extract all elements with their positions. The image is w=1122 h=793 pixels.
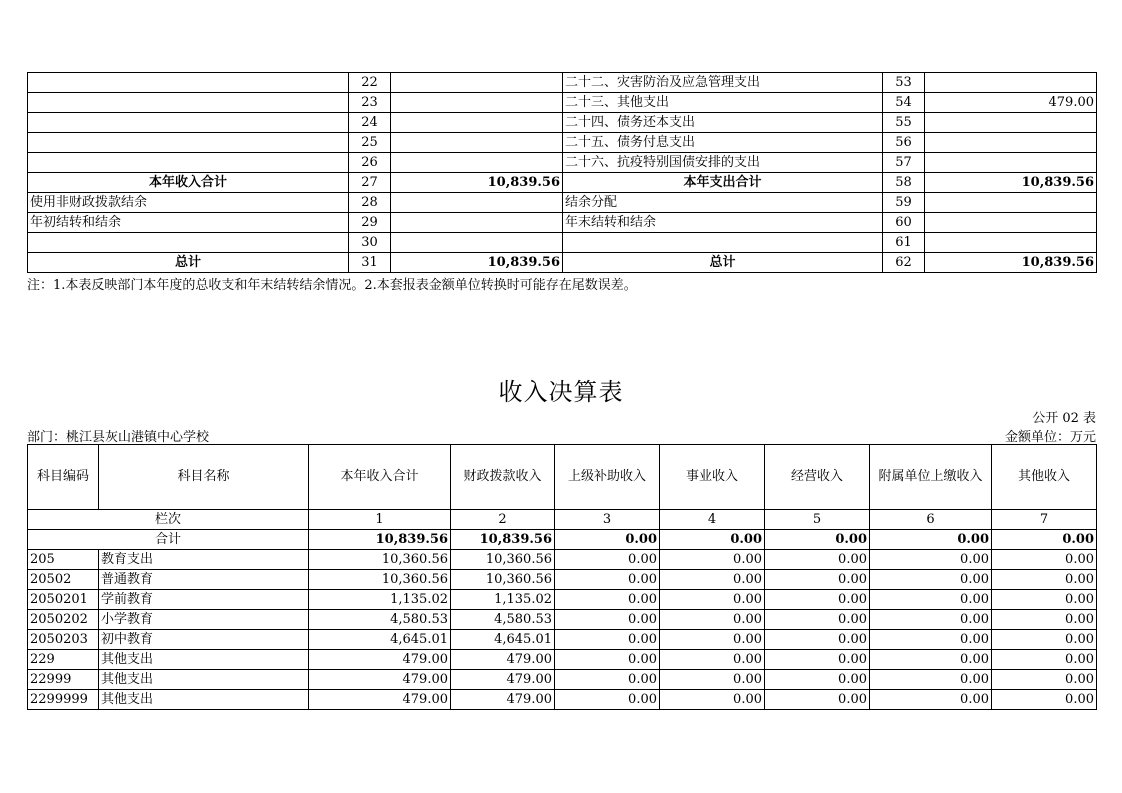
- amount-cell: 0.00: [870, 690, 992, 710]
- summary-row: [28, 253, 1097, 273]
- income-item-label: [28, 93, 349, 113]
- income-item-label: [28, 73, 349, 93]
- amount-cell: 0.00: [660, 690, 765, 710]
- income-amount: [391, 113, 563, 133]
- income-row-number: 30: [349, 233, 391, 253]
- expenditure-item-label: 年末结转和结余: [563, 213, 883, 233]
- column-number: 3: [555, 510, 660, 530]
- amount-cell: 10,360.56: [451, 570, 555, 590]
- income-item-label: 年初结转和结余: [28, 213, 349, 233]
- amount-cell: 0.00: [992, 690, 1097, 710]
- expenditure-item-label: [563, 233, 883, 253]
- summary-row: [28, 113, 1097, 133]
- amount-cell: 0.00: [555, 570, 660, 590]
- total-value: 0.00: [992, 530, 1097, 550]
- amount-cell: 0.00: [765, 550, 870, 570]
- subject-name: 其他支出: [99, 670, 309, 690]
- expenditure-row-number: 60: [883, 213, 925, 233]
- column-header: 经营收入: [765, 445, 870, 510]
- summary-row: [28, 213, 1097, 233]
- subject-name: 其他支出: [99, 690, 309, 710]
- amount-cell: 4,645.01: [309, 630, 451, 650]
- income-item-label: [28, 133, 349, 153]
- table-row: [28, 650, 1097, 670]
- subject-name: 初中教育: [99, 630, 309, 650]
- subject-code: 229: [28, 650, 99, 670]
- amount-cell: 479.00: [309, 670, 451, 690]
- expenditure-amount: [925, 153, 1097, 173]
- column-number: 7: [992, 510, 1097, 530]
- expenditure-row-number: 53: [883, 73, 925, 93]
- subject-name: 小学教育: [99, 610, 309, 630]
- amount-cell: 0.00: [765, 610, 870, 630]
- amount-cell: 0.00: [765, 650, 870, 670]
- amount-cell: 0.00: [992, 630, 1097, 650]
- amount-cell: 10,360.56: [451, 550, 555, 570]
- amount-cell: 0.00: [870, 630, 992, 650]
- column-header: 财政拨款收入: [451, 445, 555, 510]
- amount-cell: 0.00: [555, 630, 660, 650]
- income-amount: 10,839.56: [391, 253, 563, 273]
- column-header: 科目名称: [99, 445, 309, 510]
- table-row: [28, 590, 1097, 610]
- expenditure-item-label: 二十四、债务还本支出: [563, 113, 883, 133]
- expenditure-item-label: 总计: [563, 253, 883, 273]
- amount-cell: 0.00: [660, 570, 765, 590]
- amount-cell: 0.00: [870, 650, 992, 670]
- summary-row: [28, 133, 1097, 153]
- total-value: 0.00: [870, 530, 992, 550]
- expenditure-row-number: 56: [883, 133, 925, 153]
- amount-cell: 0.00: [992, 570, 1097, 590]
- column-number: 6: [870, 510, 992, 530]
- amount-cell: 0.00: [660, 650, 765, 670]
- amount-cell: 4,580.53: [451, 610, 555, 630]
- amount-cell: 0.00: [870, 570, 992, 590]
- column-number: 4: [660, 510, 765, 530]
- income-amount: 10,839.56: [391, 173, 563, 193]
- income-item-label: [28, 113, 349, 133]
- amount-cell: 0.00: [555, 610, 660, 630]
- expenditure-amount: [925, 193, 1097, 213]
- income-amount: [391, 73, 563, 93]
- expenditure-item-label: 本年支出合计: [563, 173, 883, 193]
- amount-cell: 0.00: [555, 590, 660, 610]
- form-code: 公开 02 表: [1032, 411, 1096, 426]
- amount-cell: 479.00: [309, 650, 451, 670]
- income-item-label: 总计: [28, 253, 349, 273]
- amount-cell: 0.00: [870, 590, 992, 610]
- amount-cell: 0.00: [992, 650, 1097, 670]
- subject-code: 205: [28, 550, 99, 570]
- summary-row: [28, 193, 1097, 213]
- amount-unit-label: 金额单位：万元: [1004, 430, 1096, 445]
- expenditure-row-number: 55: [883, 113, 925, 133]
- amount-cell: 10,360.56: [309, 570, 451, 590]
- column-number-label: 栏次: [28, 510, 309, 530]
- amount-cell: 0.00: [555, 670, 660, 690]
- column-number: 2: [451, 510, 555, 530]
- expenditure-item-label: 二十六、抗疫特别国债安排的支出: [563, 153, 883, 173]
- income-amount: [391, 133, 563, 153]
- page-title: 收入决算表: [498, 378, 624, 406]
- income-amount: [391, 93, 563, 113]
- amount-cell: 0.00: [555, 550, 660, 570]
- subject-code: 2050203: [28, 630, 99, 650]
- amount-cell: 0.00: [870, 610, 992, 630]
- department-label: 部门：桃江县灰山港镇中心学校: [27, 430, 210, 445]
- column-header: 事业收入: [660, 445, 765, 510]
- amount-cell: 0.00: [992, 610, 1097, 630]
- income-amount: [391, 193, 563, 213]
- summary-row: [28, 93, 1097, 113]
- table-row: [28, 670, 1097, 690]
- column-header: 本年收入合计: [309, 445, 451, 510]
- total-value: 0.00: [660, 530, 765, 550]
- table-row: [28, 550, 1097, 570]
- expenditure-item-label: 二十五、债务付息支出: [563, 133, 883, 153]
- income-row-number: 22: [349, 73, 391, 93]
- amount-cell: 0.00: [660, 550, 765, 570]
- amount-cell: 1,135.02: [451, 590, 555, 610]
- amount-cell: 479.00: [451, 670, 555, 690]
- expenditure-amount: [925, 113, 1097, 133]
- income-row-number: 31: [349, 253, 391, 273]
- table-row: [28, 690, 1097, 710]
- amount-cell: 0.00: [765, 630, 870, 650]
- subject-code: 2050201: [28, 590, 99, 610]
- summary-row: [28, 173, 1097, 193]
- income-expenditure-summary-table: [27, 72, 1097, 273]
- income-row-number: 25: [349, 133, 391, 153]
- subject-name: 其他支出: [99, 650, 309, 670]
- subject-code: 2050202: [28, 610, 99, 630]
- expenditure-row-number: 57: [883, 153, 925, 173]
- amount-cell: 0.00: [660, 590, 765, 610]
- summary-row: [28, 73, 1097, 93]
- amount-cell: 4,580.53: [309, 610, 451, 630]
- amount-cell: 0.00: [660, 610, 765, 630]
- expenditure-amount: [925, 213, 1097, 233]
- amount-cell: 0.00: [555, 650, 660, 670]
- summary-row: [28, 153, 1097, 173]
- expenditure-row-number: 61: [883, 233, 925, 253]
- column-header: 科目编码: [28, 445, 99, 510]
- subject-name: 普通教育: [99, 570, 309, 590]
- income-amount: [391, 233, 563, 253]
- income-item-label: 使用非财政拨款结余: [28, 193, 349, 213]
- column-number: 5: [765, 510, 870, 530]
- amount-cell: 0.00: [555, 690, 660, 710]
- total-row: [28, 530, 1097, 550]
- total-value: 0.00: [555, 530, 660, 550]
- income-row-number: 23: [349, 93, 391, 113]
- amount-cell: 0.00: [992, 590, 1097, 610]
- summary-note: 注：1.本表反映部门本年度的总收支和年末结转结余情况。2.本套报表金额单位转换时可能存在尾数误差。: [27, 278, 637, 293]
- column-number: 1: [309, 510, 451, 530]
- table-row: [28, 630, 1097, 650]
- income-table-body: [28, 510, 1097, 710]
- amount-cell: 10,360.56: [309, 550, 451, 570]
- subject-name: 教育支出: [99, 550, 309, 570]
- total-label: 合计: [28, 530, 309, 550]
- income-row-number: 24: [349, 113, 391, 133]
- subject-code: 22999: [28, 670, 99, 690]
- amount-cell: 479.00: [451, 690, 555, 710]
- summary-table-body: [28, 73, 1097, 273]
- amount-cell: 0.00: [765, 570, 870, 590]
- income-final-accounts-table: [27, 444, 1097, 710]
- amount-cell: 0.00: [660, 670, 765, 690]
- subject-name: 学前教育: [99, 590, 309, 610]
- column-number-row: [28, 510, 1097, 530]
- expenditure-amount: [925, 133, 1097, 153]
- expenditure-item-label: 二十三、其他支出: [563, 93, 883, 113]
- amount-cell: 479.00: [451, 650, 555, 670]
- total-value: 0.00: [765, 530, 870, 550]
- expenditure-item-label: 结余分配: [563, 193, 883, 213]
- income-row-number: 26: [349, 153, 391, 173]
- expenditure-amount: [925, 233, 1097, 253]
- table-row: [28, 610, 1097, 630]
- expenditure-amount: 10,839.56: [925, 253, 1097, 273]
- total-value: 10,839.56: [309, 530, 451, 550]
- amount-cell: 0.00: [660, 630, 765, 650]
- subject-code: 20502: [28, 570, 99, 590]
- column-header: 附属单位上缴收入: [870, 445, 992, 510]
- income-row-number: 27: [349, 173, 391, 193]
- summary-row: [28, 233, 1097, 253]
- expenditure-row-number: 62: [883, 253, 925, 273]
- total-value: 10,839.56: [451, 530, 555, 550]
- income-item-label: 本年收入合计: [28, 173, 349, 193]
- income-row-number: 28: [349, 193, 391, 213]
- income-item-label: [28, 233, 349, 253]
- table-row: [28, 570, 1097, 590]
- amount-cell: 1,135.02: [309, 590, 451, 610]
- expenditure-row-number: 58: [883, 173, 925, 193]
- column-header: 上级补助收入: [555, 445, 660, 510]
- income-item-label: [28, 153, 349, 173]
- income-amount: [391, 213, 563, 233]
- amount-cell: 0.00: [765, 590, 870, 610]
- amount-cell: 0.00: [870, 550, 992, 570]
- income-row-number: 29: [349, 213, 391, 233]
- column-header: 其他收入: [992, 445, 1097, 510]
- amount-cell: 479.00: [309, 690, 451, 710]
- expenditure-row-number: 54: [883, 93, 925, 113]
- subject-code: 2299999: [28, 690, 99, 710]
- amount-cell: 0.00: [870, 670, 992, 690]
- income-amount: [391, 153, 563, 173]
- expenditure-item-label: 二十二、灾害防治及应急管理支出: [563, 73, 883, 93]
- amount-cell: 0.00: [765, 690, 870, 710]
- amount-cell: 4,645.01: [451, 630, 555, 650]
- expenditure-amount: 10,839.56: [925, 173, 1097, 193]
- expenditure-amount: 479.00: [925, 93, 1097, 113]
- expenditure-amount: [925, 73, 1097, 93]
- expenditure-row-number: 59: [883, 193, 925, 213]
- table-header-row: [28, 445, 1097, 510]
- amount-cell: 0.00: [992, 670, 1097, 690]
- amount-cell: 0.00: [765, 670, 870, 690]
- amount-cell: 0.00: [992, 550, 1097, 570]
